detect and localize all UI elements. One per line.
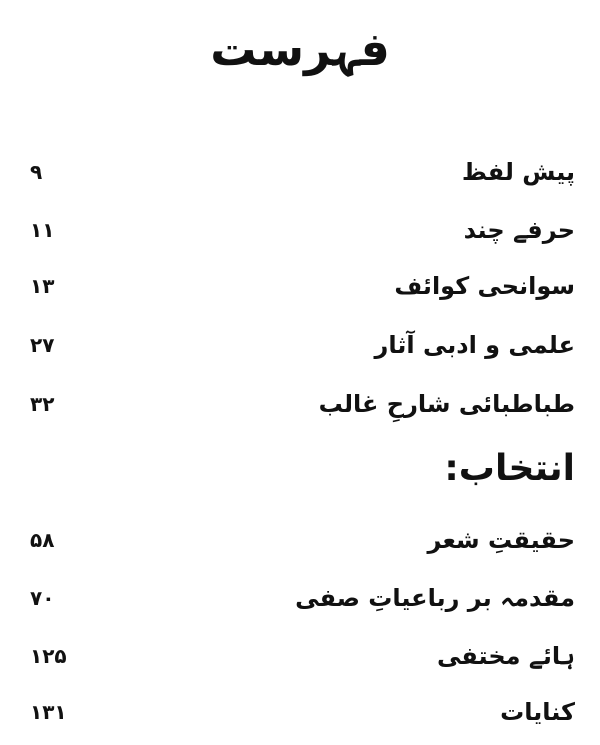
toc-entry-page: ۱۳ [30, 274, 55, 298]
toc-entry-page: ۵۸ [30, 528, 55, 552]
toc-entry-page: ۱۳۱ [30, 700, 67, 724]
section-heading: انتخاب: [444, 448, 575, 489]
toc-entry [30, 578, 575, 618]
toc-entry [30, 520, 575, 560]
toc-entry-label: حرفے چند [463, 216, 575, 244]
toc-entry [30, 152, 575, 192]
toc-entry-label: مقدمہ بر رباعیاتِ صفی [295, 584, 575, 612]
page-title: فہرست [210, 22, 390, 76]
toc-entry-label: ہائے مختفی [436, 642, 575, 670]
toc-entry-page: ۱۲۵ [30, 644, 67, 668]
toc-entry [30, 636, 575, 676]
toc-entry-label: حقیقتِ شعر [427, 526, 575, 554]
toc-entry-page: ۲۷ [30, 333, 55, 357]
toc-entry-label: پیش لفظ [461, 158, 575, 186]
toc-entry-label: طباطبائی شارحِ غالب [318, 390, 575, 418]
toc-entry-label: کنایات [500, 698, 575, 726]
toc-entry-label: علمی و ادبی آثار [374, 331, 575, 359]
toc-entry-label: سوانحی کوائف [394, 272, 575, 300]
toc-entry [30, 325, 575, 365]
toc-entry [30, 692, 575, 732]
toc-entry [30, 210, 575, 250]
toc-entry-page: ۳۲ [30, 392, 55, 416]
toc-entry-page: ۷۰ [30, 586, 55, 610]
toc-entry-page: ۱۱ [30, 218, 55, 242]
toc-entry [30, 384, 575, 424]
toc-entry [30, 266, 575, 306]
toc-entry-page: ۹ [30, 160, 43, 184]
